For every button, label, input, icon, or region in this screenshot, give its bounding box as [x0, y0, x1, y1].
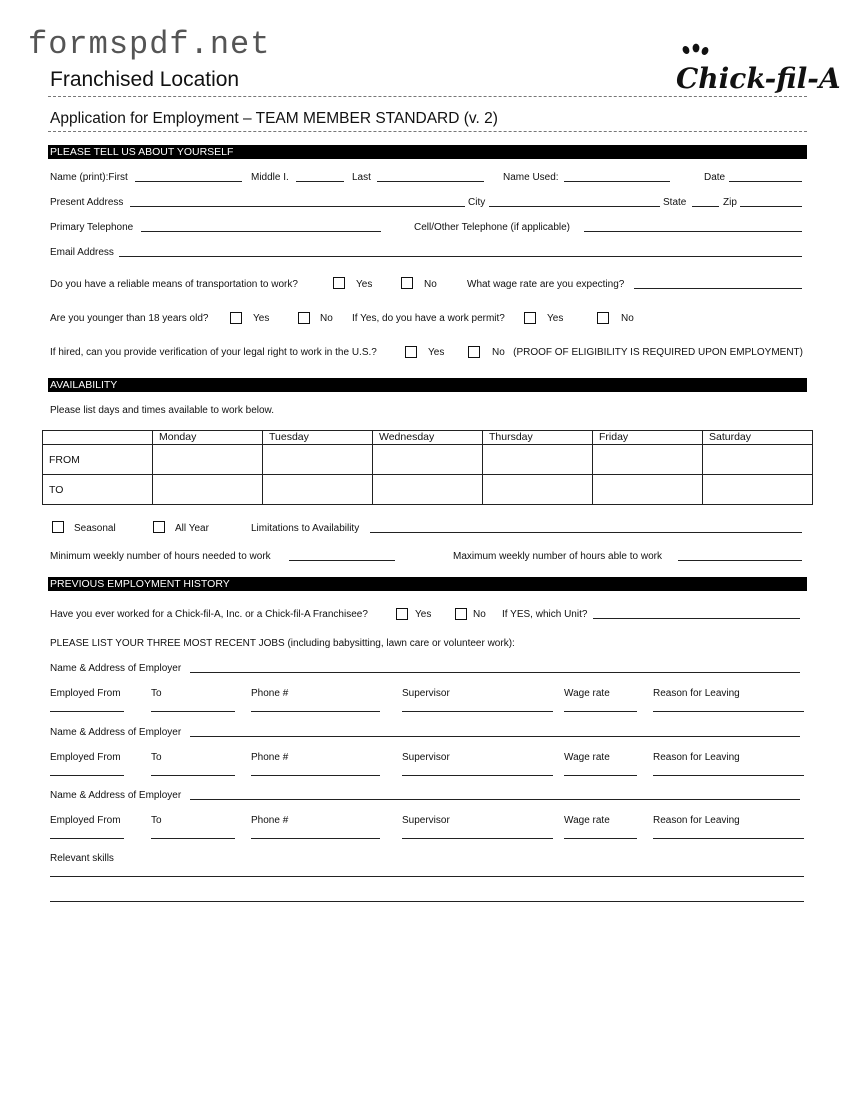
max-hours-field[interactable]: [678, 560, 802, 561]
under18-no-label: No: [320, 313, 333, 324]
employer-label: Name & Address of Employer: [50, 790, 182, 801]
employed-to-label: To: [151, 815, 162, 826]
all-year-checkbox[interactable]: [153, 521, 165, 533]
chick-fil-a-logo: [672, 44, 841, 96]
city-field[interactable]: [489, 206, 660, 207]
from-tuesday-cell[interactable]: [263, 445, 373, 475]
phone-field[interactable]: [251, 775, 380, 776]
franchised-location-title: Franchised Location: [50, 68, 240, 91]
email-label: Email Address: [50, 247, 114, 258]
permit-yes-label: Yes: [547, 313, 564, 324]
wage-rate-field[interactable]: [564, 775, 637, 776]
max-hours-label: Maximum weekly number of hours able to work: [453, 551, 662, 562]
employer-field[interactable]: [190, 672, 800, 673]
to-thursday-cell[interactable]: [483, 475, 593, 505]
header-divider: [48, 96, 807, 97]
limitations-field[interactable]: [370, 532, 802, 533]
wage-rate-field[interactable]: [564, 711, 637, 712]
under18-question: Are you younger than 18 years old?: [50, 313, 209, 324]
min-hours-label: Minimum weekly number of hours needed to work: [50, 551, 271, 562]
from-friday-cell[interactable]: [593, 445, 703, 475]
row-from-label: FROM: [43, 445, 153, 475]
email-field[interactable]: [119, 256, 802, 257]
availability-instruction: Please list days and times available to work below.: [50, 405, 275, 416]
to-monday-cell[interactable]: [153, 475, 263, 505]
wage-question: What wage rate are you expecting?: [467, 279, 625, 290]
last-name-label: Last: [352, 172, 371, 183]
reason-leaving-label: Reason for Leaving: [653, 688, 740, 699]
middle-initial-field[interactable]: [296, 181, 344, 182]
employer-label: Name & Address of Employer: [50, 663, 182, 674]
phone-field[interactable]: [251, 838, 380, 839]
jobs-instruction: PLEASE LIST YOUR THREE MOST RECENT JOBS (including babysitting, lawn care or volunteer work):: [50, 638, 515, 649]
supervisor-field[interactable]: [402, 838, 553, 839]
transport-yes-label: Yes: [356, 279, 373, 290]
verify-yes-label: Yes: [428, 347, 445, 358]
worked-before-question: Have you ever worked for a Chick-fil-A, Inc. or a Chick-fil-A Franchisee?: [50, 609, 368, 620]
watermark-text: formspdf.net: [28, 26, 271, 63]
work-permit-question: If Yes, do you have a work permit?: [352, 313, 505, 324]
state-label: State: [663, 197, 687, 208]
employed-from-label: Employed From: [50, 688, 121, 699]
relevant-skills-line-1[interactable]: [50, 876, 804, 877]
all-year-label: All Year: [175, 523, 209, 534]
availability-table: [42, 430, 813, 505]
verify-no-checkbox[interactable]: [468, 346, 480, 358]
wage-rate-field[interactable]: [564, 838, 637, 839]
reason-leaving-label: Reason for Leaving: [653, 815, 740, 826]
transport-no-label: No: [424, 279, 437, 290]
phone-label: Phone #: [251, 815, 289, 826]
reason-leaving-field[interactable]: [653, 775, 804, 776]
wage-rate-label: Wage rate: [564, 815, 610, 826]
name-used-field[interactable]: [564, 181, 670, 182]
present-address-field[interactable]: [130, 206, 465, 207]
day-thursday: Thursday: [483, 431, 593, 445]
which-unit-label: If YES, which Unit?: [502, 609, 588, 620]
zip-field[interactable]: [740, 206, 802, 207]
row-to-label: TO: [43, 475, 153, 505]
employer-field[interactable]: [190, 799, 800, 800]
relevant-skills-line-2[interactable]: [50, 901, 804, 902]
employed-to-label: To: [151, 752, 162, 763]
to-tuesday-cell[interactable]: [263, 475, 373, 505]
under18-yes-checkbox[interactable]: [230, 312, 242, 324]
supervisor-label: Supervisor: [402, 815, 450, 826]
employed-from-label: Employed From: [50, 815, 121, 826]
supervisor-label: Supervisor: [402, 752, 450, 763]
day-wednesday: Wednesday: [373, 431, 483, 445]
date-label: Date: [704, 172, 726, 183]
zip-label: Zip: [723, 197, 737, 208]
date-field[interactable]: [729, 181, 802, 182]
seasonal-checkbox[interactable]: [52, 521, 64, 533]
to-friday-cell[interactable]: [593, 475, 703, 505]
from-wednesday-cell[interactable]: [373, 445, 483, 475]
employed-from-label: Employed From: [50, 752, 121, 763]
employed-from-field[interactable]: [50, 838, 124, 839]
city-label: City: [468, 197, 486, 208]
to-saturday-cell[interactable]: [703, 475, 813, 505]
employed-to-label: To: [151, 688, 162, 699]
worked-no-checkbox[interactable]: [455, 608, 467, 620]
worked-yes-checkbox[interactable]: [396, 608, 408, 620]
phone-label: Phone #: [251, 688, 289, 699]
primary-telephone-field[interactable]: [141, 231, 381, 232]
transport-yes-checkbox[interactable]: [333, 277, 345, 289]
worked-yes-label: Yes: [415, 609, 432, 620]
section-bar-employment: PREVIOUS EMPLOYMENT HISTORY: [48, 577, 807, 591]
title-divider: [48, 131, 807, 132]
verify-no-label: No (PROOF OF ELIGIBILITY IS REQUIRED UPON EMPLOYMENT): [492, 347, 803, 358]
limitations-label: Limitations to Availability: [251, 523, 360, 534]
from-monday-cell[interactable]: [153, 445, 263, 475]
permit-no-label: No: [621, 313, 634, 324]
supervisor-field[interactable]: [402, 711, 553, 712]
employer-field[interactable]: [190, 736, 800, 737]
logo-wordmark: Chick-fil-A: [676, 62, 841, 95]
day-tuesday: Tuesday: [263, 431, 373, 445]
which-unit-field[interactable]: [593, 618, 800, 619]
cell-telephone-label: Cell/Other Telephone (if applicable): [414, 222, 571, 233]
reason-leaving-field[interactable]: [653, 838, 804, 839]
transportation-question: Do you have a reliable means of transportation to work?: [50, 279, 298, 290]
from-saturday-cell[interactable]: [703, 445, 813, 475]
employed-from-field[interactable]: [50, 711, 124, 712]
form-title: Application for Employment – TEAM MEMBER STANDARD (v. 2): [50, 110, 498, 127]
seasonal-label: Seasonal: [74, 523, 116, 534]
phone-field[interactable]: [251, 711, 380, 712]
employed-to-field[interactable]: [151, 775, 235, 776]
reason-leaving-field[interactable]: [653, 711, 804, 712]
employed-to-field[interactable]: [151, 838, 235, 839]
permit-yes-checkbox[interactable]: [524, 312, 536, 324]
last-name-field[interactable]: [377, 181, 484, 182]
wage-rate-label: Wage rate: [564, 752, 610, 763]
name-print-label: Name (print):First: [50, 172, 128, 183]
employed-from-field[interactable]: [50, 775, 124, 776]
primary-telephone-label: Primary Telephone: [50, 222, 134, 233]
to-wednesday-cell[interactable]: [373, 475, 483, 505]
min-hours-field[interactable]: [289, 560, 395, 561]
employed-to-field[interactable]: [151, 711, 235, 712]
first-name-field[interactable]: [135, 181, 242, 182]
employer-label: Name & Address of Employer: [50, 727, 182, 738]
supervisor-label: Supervisor: [402, 688, 450, 699]
present-address-label: Present Address: [50, 197, 124, 208]
reason-leaving-label: Reason for Leaving: [653, 752, 740, 763]
wage-expected-field[interactable]: [634, 288, 802, 289]
wage-rate-label: Wage rate: [564, 688, 610, 699]
verification-question: If hired, can you provide verification of your legal right to work in the U.S.?: [50, 347, 377, 358]
state-field[interactable]: [692, 206, 719, 207]
cell-telephone-field[interactable]: [584, 231, 802, 232]
permit-no-checkbox[interactable]: [597, 312, 609, 324]
worked-no-label: No: [473, 609, 486, 620]
under18-no-checkbox[interactable]: [298, 312, 310, 324]
supervisor-field[interactable]: [402, 775, 553, 776]
from-thursday-cell[interactable]: [483, 445, 593, 475]
day-monday: Monday: [153, 431, 263, 445]
transport-no-checkbox[interactable]: [401, 277, 413, 289]
relevant-skills-label: Relevant skills: [50, 853, 114, 864]
day-saturday: Saturday: [703, 431, 813, 445]
verify-yes-checkbox[interactable]: [405, 346, 417, 358]
middle-initial-label: Middle I.: [251, 172, 289, 183]
day-friday: Friday: [593, 431, 703, 445]
section-bar-availability: AVAILABILITY: [48, 378, 807, 392]
under18-yes-label: Yes: [253, 313, 270, 324]
phone-label: Phone #: [251, 752, 289, 763]
section-bar-about: PLEASE TELL US ABOUT YOURSELF: [48, 145, 807, 159]
availability-corner: [43, 431, 153, 445]
name-used-label: Name Used:: [503, 172, 559, 183]
